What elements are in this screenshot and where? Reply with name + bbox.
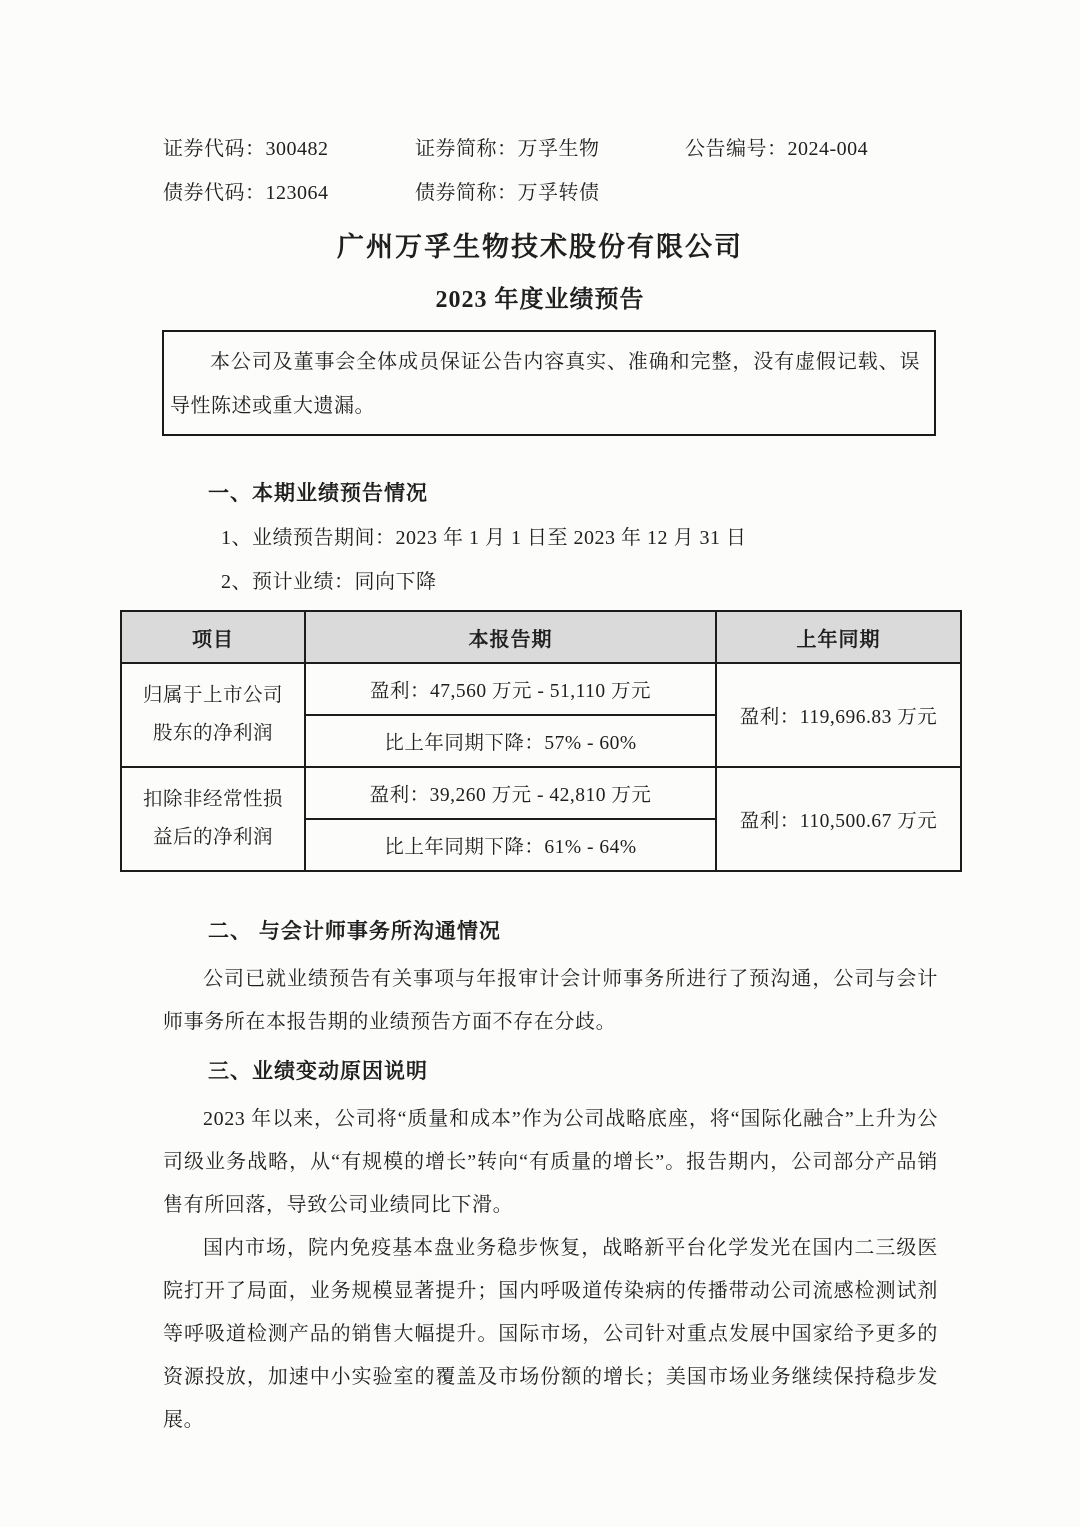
stock-code: 证券代码：300482 [163, 138, 329, 160]
row1-prior-profit: 盈利：119,696.83 万元 [716, 663, 961, 767]
announcement-number: 公告编号：2024-004 [685, 138, 869, 160]
forecast-period-item: 1、业绩预告期间：2023 年 1 月 1 日至 2023 年 12 月 31 日 [221, 527, 747, 549]
disclaimer-box [162, 330, 936, 436]
table-row [121, 663, 961, 715]
row1-current-profit: 盈利：47,560 万元 - 51,110 万元 [305, 663, 716, 715]
forecast-table-container [120, 610, 960, 872]
section3-paragraph-1: 2023 年以来，公司将“质量和成本”作为公司战略底座，将“国际化融合”上升为公司级业务战略，从“有规模的增长”转向“有质量的增长”。报告期内，公司部分产品销售有所回落，导致公司业绩同比下滑。 [163, 1108, 938, 1216]
row2-current-profit: 盈利：39,260 万元 - 42,810 万元 [305, 767, 716, 819]
disclaimer-text: 本公司及董事会全体成员保证公告内容真实、准确和完整，没有虚假记载、误导性陈述或重大遗漏。 [170, 351, 920, 417]
col-header-prior-period: 上年同期 [716, 611, 961, 663]
section1-heading: 一、本期业绩预告情况 [208, 482, 428, 505]
col-header-item: 项目 [121, 611, 305, 663]
header-line-1 [163, 136, 895, 162]
row1-item-label: 归属于上市公司股东的净利润 [121, 663, 305, 767]
row2-prior-profit: 盈利：110,500.67 万元 [716, 767, 961, 871]
col-header-current-period: 本报告期 [305, 611, 716, 663]
section3-paragraph-2: 国内市场，院内免疫基本盘业务稳步恢复，战略新平台化学发光在国内二三级医院打开了局面，业务规模显著提升；国内呼吸道传染病的传播带动公司流感检测试剂等呼吸道检测产品的销售大幅提升。国际市场，公司针对重点发展中国家给予更多的资源投放，加速中小实验室的覆盖及市场份额的增长；美国市场业务继续保持稳步发展。 [163, 1237, 938, 1431]
header-line-2 [163, 180, 895, 206]
section2-heading: 二、 与会计师事务所沟通情况 [208, 920, 501, 943]
bond-code: 债券代码：123064 [163, 182, 329, 204]
table-row [121, 767, 961, 819]
bond-name: 债券简称：万孚转债 [415, 182, 600, 204]
section3-heading: 三、业绩变动原因说明 [208, 1060, 428, 1083]
row1-change-vs-prior: 比上年同期下降：57% - 60% [305, 715, 716, 767]
row2-change-vs-prior: 比上年同期下降：61% - 64% [305, 819, 716, 871]
report-title: 2023 年度业绩预告 [435, 287, 645, 313]
row2-item-label: 扣除非经常性损益后的净利润 [121, 767, 305, 871]
stock-name: 证券简称：万孚生物 [415, 138, 600, 160]
forecast-type-item: 2、预计业绩：同向下降 [221, 571, 437, 593]
section2-paragraph: 公司已就业绩预告有关事项与年报审计会计师事务所进行了预沟通，公司与会计师事务所在本报告期的业绩预告方面不存在分歧。 [163, 968, 938, 1033]
forecast-table [120, 610, 962, 872]
company-title: 广州万孚生物技术股份有限公司 [337, 232, 743, 262]
table-header-row [121, 611, 961, 663]
